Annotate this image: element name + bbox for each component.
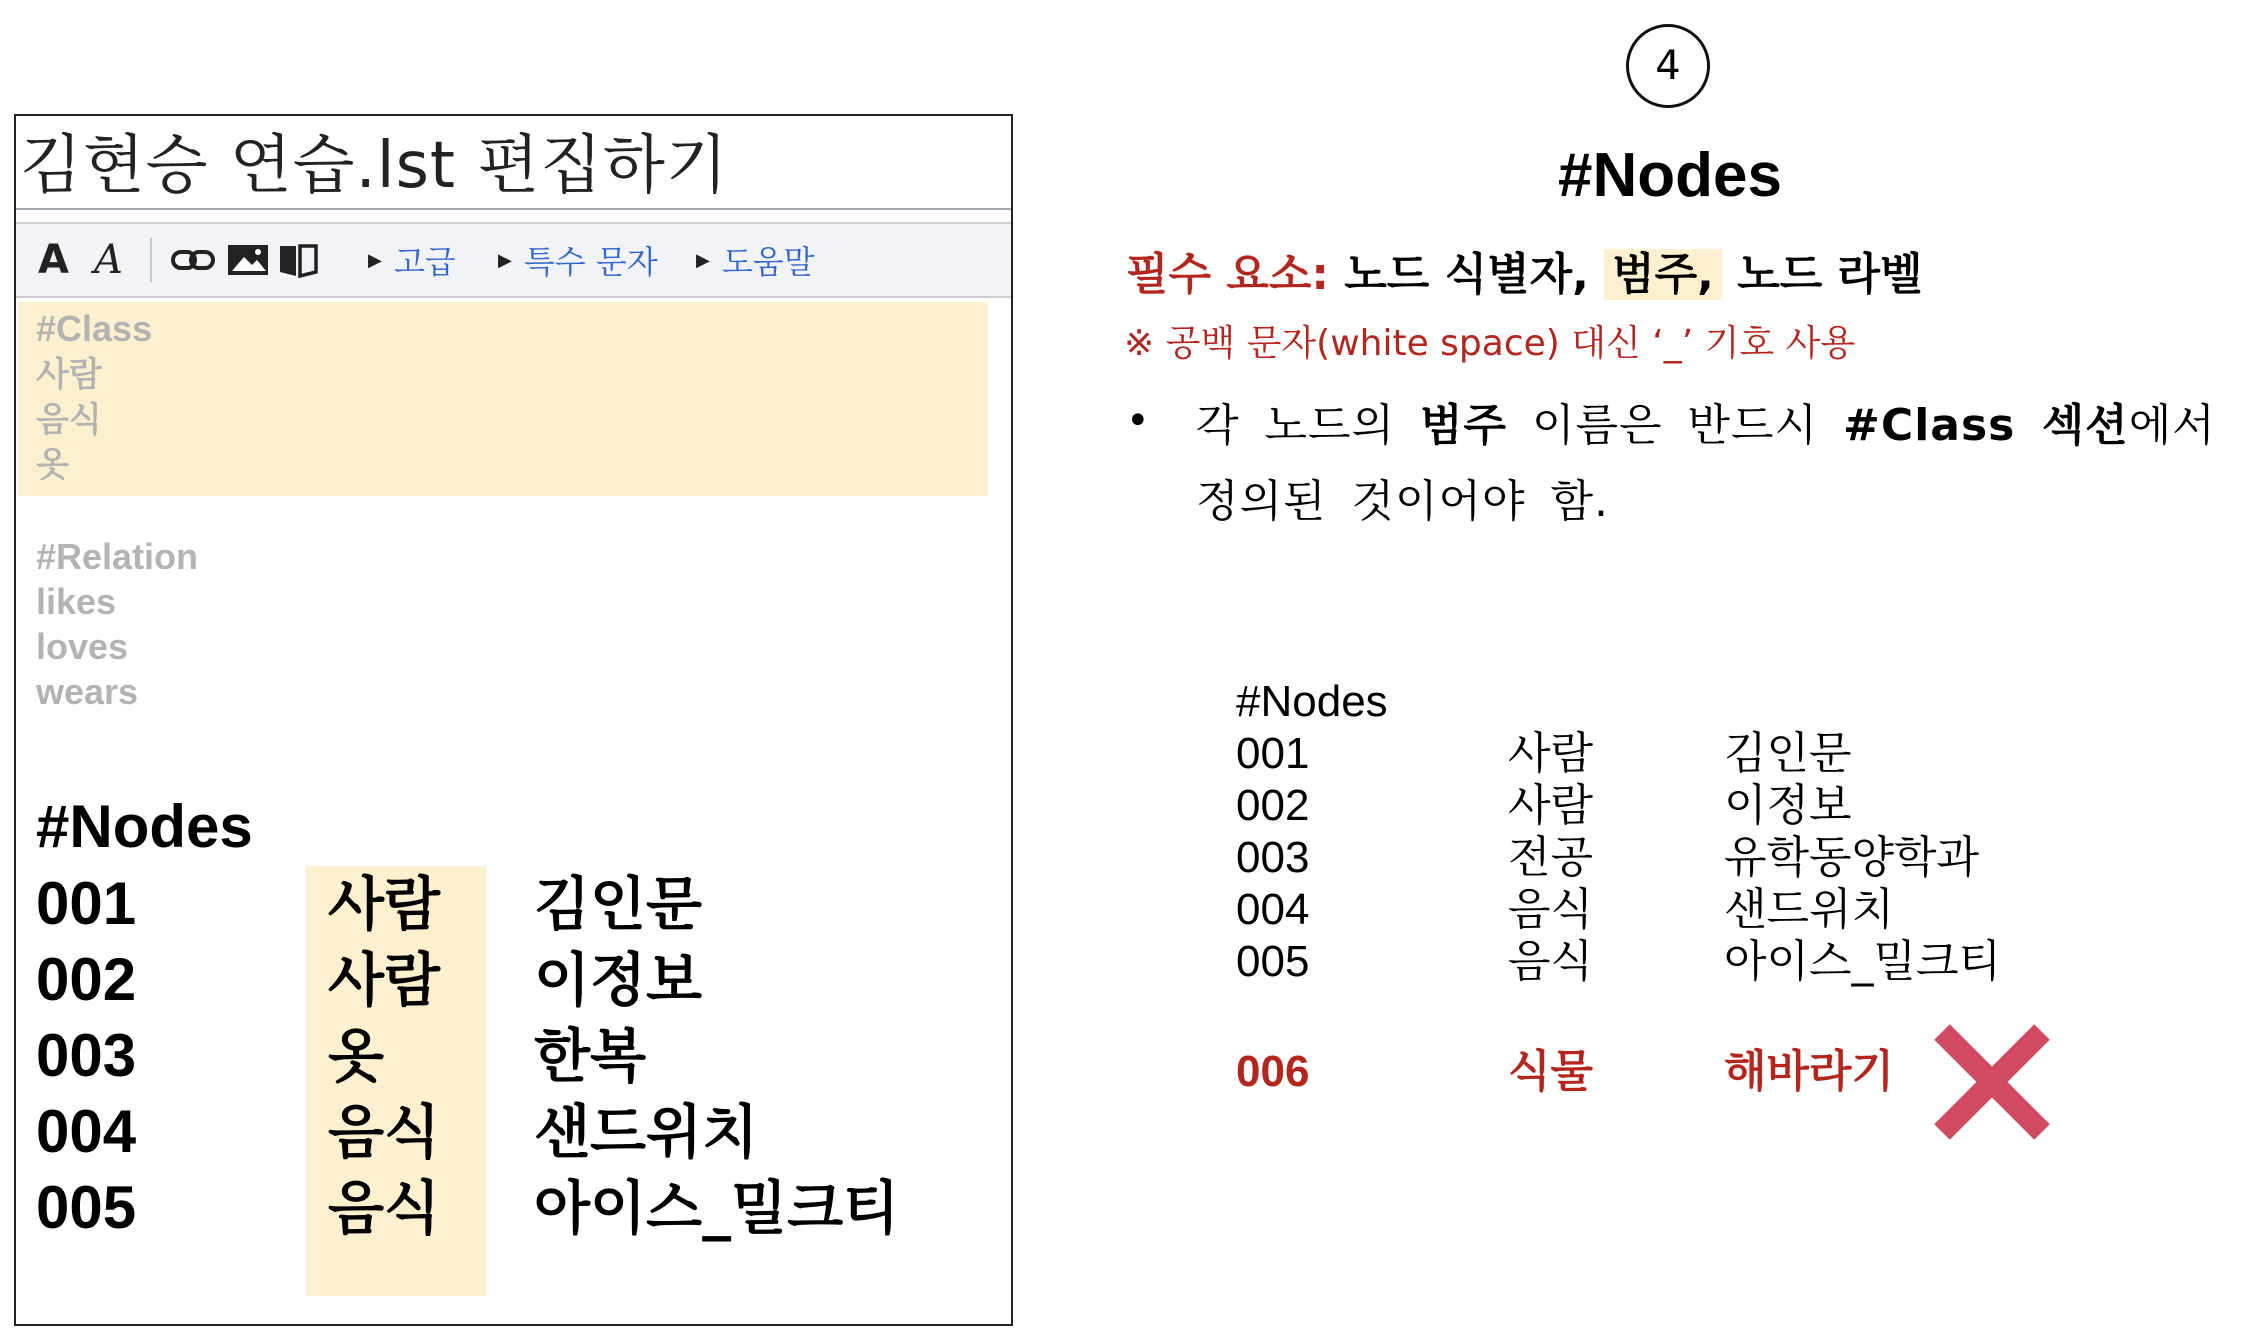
- menu-help[interactable]: [696, 224, 815, 296]
- bullet-emphasis-category: 범주: [1420, 400, 1508, 451]
- example-header: #Nodes: [1236, 677, 1388, 726]
- node-id: 002: [36, 946, 137, 1013]
- editor-panel: [14, 114, 1013, 1326]
- required-prefix: 필수 요소:: [1126, 249, 1329, 300]
- example-category: 전공: [1508, 832, 1594, 883]
- menu-special-characters-label: 특수 문자: [523, 243, 658, 281]
- node-id: 001: [36, 870, 137, 937]
- editor-toolbar: [16, 222, 1011, 298]
- class-item: 음식: [36, 400, 102, 440]
- relation-item: likes: [36, 581, 117, 622]
- menu-help-label: 도움말: [721, 243, 815, 281]
- node-category: 사람: [328, 946, 441, 1014]
- bullet-part: 각 노드의: [1196, 400, 1396, 451]
- triangle-right-icon: ▶: [368, 249, 382, 271]
- node-label: 김인문: [534, 870, 703, 938]
- cross-mark-icon: [1930, 1020, 2054, 1144]
- relation-header: #Relation: [36, 536, 199, 577]
- example-label: 이정보: [1724, 780, 1852, 831]
- book-button[interactable]: [278, 224, 318, 296]
- example-id: 001: [1236, 729, 1310, 778]
- bullet-part: 에서: [2128, 400, 2216, 451]
- node-category: 사람: [328, 870, 441, 938]
- title-divider: [16, 208, 1011, 210]
- node-id: 004: [36, 1098, 137, 1165]
- invalid-category: 식물: [1508, 1046, 1594, 1097]
- image-icon: [226, 243, 270, 277]
- example-label: 샌드위치: [1724, 884, 1895, 935]
- example-label: 아이스_밀크티: [1724, 936, 2002, 987]
- bullet-part: 정의된 것이어야 함.: [1196, 476, 1609, 527]
- menu-special-characters[interactable]: [498, 224, 658, 296]
- example-id: 004: [1236, 885, 1310, 934]
- class-item: 옷: [36, 445, 69, 485]
- menu-advanced[interactable]: [368, 224, 456, 296]
- class-header: #Class: [36, 308, 153, 349]
- example-id: 002: [1236, 781, 1310, 830]
- invalid-label: 해바라기: [1724, 1046, 1895, 1097]
- italic-button[interactable]: A: [94, 237, 123, 283]
- required-item-id: 노드 식별자,: [1344, 249, 1589, 300]
- example-category: 음식: [1508, 884, 1594, 935]
- class-section-highlight: [18, 302, 988, 496]
- bold-button[interactable]: A: [38, 237, 69, 283]
- example-category: 사람: [1508, 728, 1594, 779]
- node-label: 이정보: [534, 946, 703, 1014]
- example-id: 003: [1236, 833, 1310, 882]
- node-category: 음식: [328, 1098, 441, 1166]
- required-item-label: 노드 라벨: [1737, 249, 1923, 300]
- node-category: 옷: [328, 1022, 385, 1090]
- node-id: 005: [36, 1174, 137, 1241]
- bullet-marker: •: [1126, 398, 1150, 444]
- node-label: 한복: [534, 1022, 647, 1090]
- node-label: 아이스_밀크티: [534, 1174, 900, 1242]
- example-label: 김인문: [1724, 728, 1852, 779]
- bullet-text: [1196, 388, 2236, 540]
- invalid-id: 006: [1236, 1047, 1310, 1096]
- relation-item: loves: [36, 626, 129, 667]
- class-item: 사람: [36, 355, 102, 395]
- required-item-category: 범주,: [1604, 249, 1722, 300]
- link-button[interactable]: [170, 224, 216, 296]
- step-number-badge: 4: [1626, 24, 1710, 108]
- bullet-part: 이름은 반드시: [1532, 400, 1819, 451]
- toolbar-divider: [150, 238, 152, 282]
- image-button[interactable]: [226, 224, 270, 296]
- relation-item: wears: [36, 671, 139, 712]
- nodes-header: #Nodes: [36, 793, 253, 860]
- book-icon: [278, 242, 318, 278]
- page-title: 김현승 연습.lst 편집하기: [20, 129, 729, 203]
- bullet-emphasis-class-section: #Class 섹션: [1843, 400, 2129, 451]
- example-category: 사람: [1508, 780, 1594, 831]
- example-id: 005: [1236, 937, 1310, 986]
- section-title: #Nodes: [1558, 141, 1782, 210]
- node-label: 샌드위치: [534, 1098, 759, 1166]
- triangle-right-icon: ▶: [498, 249, 512, 271]
- link-icon: [170, 245, 216, 275]
- example-label: 유학동양학과: [1724, 832, 1980, 883]
- example-category: 음식: [1508, 936, 1594, 987]
- node-category: 음식: [328, 1174, 441, 1242]
- node-id: 003: [36, 1022, 137, 1089]
- menu-advanced-label: 고급: [393, 243, 456, 281]
- required-elements-line: [1126, 240, 1923, 310]
- triangle-right-icon: ▶: [696, 249, 710, 271]
- whitespace-note: ※ 공백 문자(white space) 대신 ‘_’ 기호 사용: [1124, 323, 1856, 364]
